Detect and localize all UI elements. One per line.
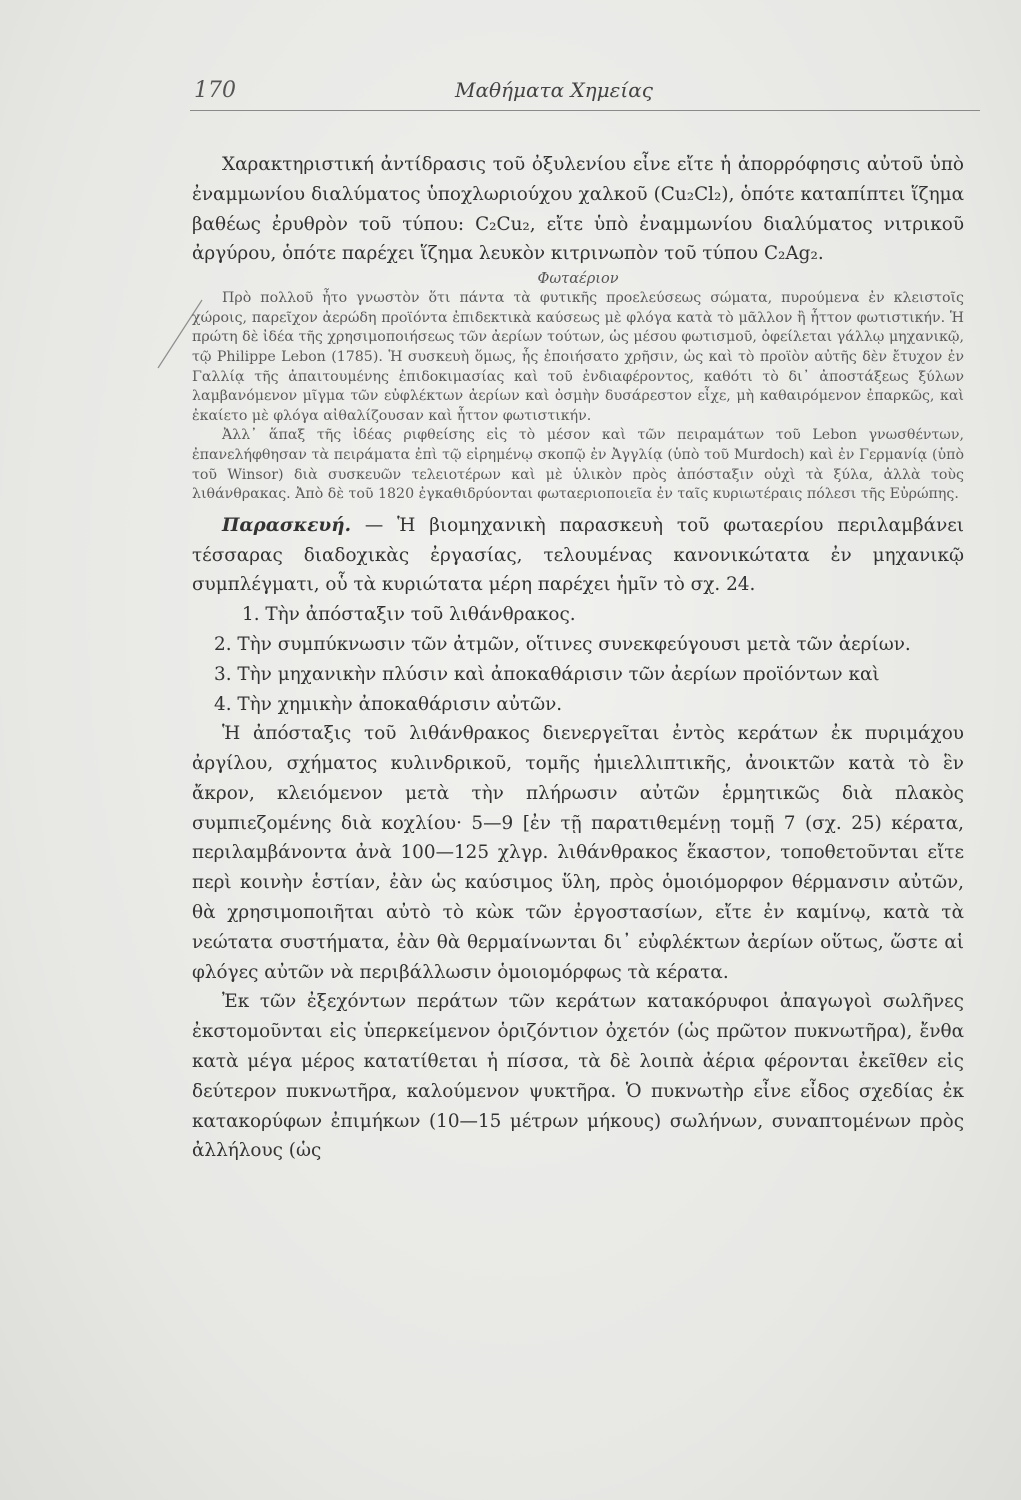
paragraph-development: Ἀλλ᾽ ἅπαξ τῆς ἰδέας ριφθείσης εἰς τὸ μέσον καὶ τῶν πειραμάτων τοῦ Lebon γνωσθέντων, ἐπανελήφθησαν τὰ πειράματα ἐπὶ τῷ εἰρημένῳ σκοπῷ ἐν Ἀγγλίᾳ (ὑπὸ τοῦ Murdoch) καὶ ἐν Γερμανίᾳ (ὑπὸ τοῦ Winsor) διὰ συσκευῶν τελειοτέρων καὶ μὲ ὑλικὸν πρὸς ἀπόσταξιν οὐχὶ τὰ ξύλα, ἀλλὰ τοὺς λιθάνθρακας. Ἀπὸ δὲ τοῦ 1820 ἐγκαθιδρύονται φωταεριοποιεῖα ἐν ταῖς κυριωτέραις πόλεσι τῆς Εὐρώπης. [192,427,964,503]
list-item-2: 2. Τὴν συμπύκνωσιν τῶν ἀτμῶν, οἵτινες συνεκφεύγουσι μετὰ τῶν ἀερίων. [214,633,911,655]
page-number: 170 [194,78,236,103]
paragraph-history: Πρὸ πολλοῦ ἦτο γνωστὸν ὅτι πάντα τὰ φυτικῆς προελεύσεως σώματα, πυρούμενα ἐν κλειστοῖς χώροις, παρεῖχον ἀερώδη προϊόντα ἐπιδεκτικὰ καύσεως μὲ φλόγα κατὰ τὸ μᾶλλον ἢ ἧττον φωτιστικήν. Ἡ πρώτη δὲ ἰδέα τῆς χρησιμοποιήσεως τῶν ἀερίων τούτων, ὡς μέσου φωτισμοῦ, ὀφείλεται γάλλῳ μηχανικῷ, τῷ Philippe Lebon (1785). Ἡ συσκευὴ ὅμως, ἧς ἐποιήσατο χρῆσιν, ὡς καὶ τὸ προϊὸν αὐτῆς δὲν ἔτυχον ἐν Γαλλίᾳ τῆς ἀπαιτουμένης ἐπιδοκιμασίας καὶ τοῦ ἐνδιαφέροντος, καθότι τὸ δι᾽ ἀποστάξεως ξύλων λαμβανόμενον μῖγμα τῶν εὐφλέκτων ἀερίων καὶ ὀσμὴν δυσάρεστον εἶχε, μὴ καθαιρόμενον ἐπαρκῶς, καὶ ἐκαίετο μὲ φλόγα αἰθαλίζουσαν καὶ ἧττον φωτιστικήν. [192,290,964,424]
paragraph-acetylene-reaction: Χαρακτηριστική ἀντίδρασις τοῦ ὀξυλενίου εἶνε εἴτε ἡ ἀπορρόφησις αὐτοῦ ὑπὸ ἐναμμωνίου διαλύματος ὑποχλωριούχου χαλκοῦ (Cu₂Cl₂), ὁπότε καταπίπτει ἵζημα βαθέως ἐρυθρὸν τοῦ τύπου: C₂Cu₂, εἴτε ὑπὸ ἐναμμωνίου διαλύματος νιτρικοῦ ἀργύρου, ὁπότε παρέχει ἵζημα λευκὸν κιτρινωπὸν τοῦ τύπου C₂Ag₂. [192,154,964,265]
paragraph-condensers: Ἐκ τῶν ἐξεχόντων περάτων τῶν κεράτων κατακόρυφοι ἀπαγωγοὶ σωλῆνες ἐκστομοῦνται εἰς ὑπερκείμενον ὁριζόντιον ὀχετόν (ὡς πρῶτον πυκνωτῆρα), ἔνθα κατὰ μέγα μέρος κατατίθεται ἡ πίσσα, τὰ δὲ λοιπὰ ἀέρια φέρονται ἐκεῖθεν εἰς δεύτερον πυκνωτῆρα, καλούμενον ψυκτῆρα. Ὁ πυκνωτὴρ εἶνε εἶδος σχεδίας ἐκ κατακορύφων ἐπιμήκων (10—15 μέτρων μήκους) σωλήνων, συναπτομένων πρὸς ἀλλήλους (ὡς [192,991,964,1162]
list-item-1: 1. Τὴν ἀπόσταξιν τοῦ λιθάνθρακος. [242,604,576,626]
paragraph-preparation [192,511,964,600]
page-header [190,70,980,111]
list-item-4: 4. Τὴν χημικὴν ἀποκαθάρισιν αὐτῶν. [214,693,563,715]
body-text [192,150,964,1166]
list-item-3: 3. Τὴν μηχανικὴν πλύσιν καὶ ἀποκαθάρισιν τῶν ἀερίων προϊόντων καὶ [214,663,880,685]
paragraph-distillation: Ἡ ἀπόσταξις τοῦ λιθάνθρακος διενεργεῖται ἐντὸς κεράτων ἐκ πυριμάχου ἀργίλου, σχήματος κυλινδρικοῦ, τομῆς ἡμιελλιπτικῆς, ἀνοικτῶν κατὰ τὸ ἓν ἄκρον, κλειόμενον μετὰ τὴν πλήρωσιν αὐτῶν ἑρμητικῶς διὰ πλακὸς συμπιεζομένης διὰ κοχλίου· 5—9 [ἐν τῇ παρατιθεμένῃ τομῇ 7 (σχ. 25) κέρατα, περιλαμβάνοντα ἀνὰ 100—125 χλγρ. λιθάνθρακος ἕκαστον, τοποθετοῦνται εἴτε περὶ κοινὴν ἑστίαν, ἐὰν ὡς καύσιμος ὕλη, πρὸς ὁμοιόμορφον θέρμανσιν αὐτῶν, θὰ χρησιμοποιῆται αὐτὸ τὸ κὼκ τῶν ἐργοστασίων, εἴτε ἐν καμίνῳ, κατὰ τὰ νεώτατα συστήματα, ἐὰν θὰ θερμαίνωνται δι᾽ εὐφλέκτων ἀερίων οὕτως, ὥστε αἱ φλόγες αὐτῶν νὰ περιβάλλωσιν ὁμοιομόρφως τὰ κέρατα. [192,723,964,983]
section-subheading: Φωταέριον [537,271,619,288]
section-heading-preparation: Παρασκευή. [222,514,351,536]
running-title: Μαθήματα Χημείας [455,78,653,102]
preparation-text: — Ἡ βιομηχανικὴ παρασκευὴ τοῦ φωταερίου περιλαμβάνει τέσσαρας διαδοχικὰς ἐργασίας, τελουμένας κανονικώτατα ἐν μηχανικῷ συμπλέγματι, οὗ τὰ κυριώτατα μέρη παρέχει ἡμῖν τὸ σχ. 24. [192,514,964,596]
